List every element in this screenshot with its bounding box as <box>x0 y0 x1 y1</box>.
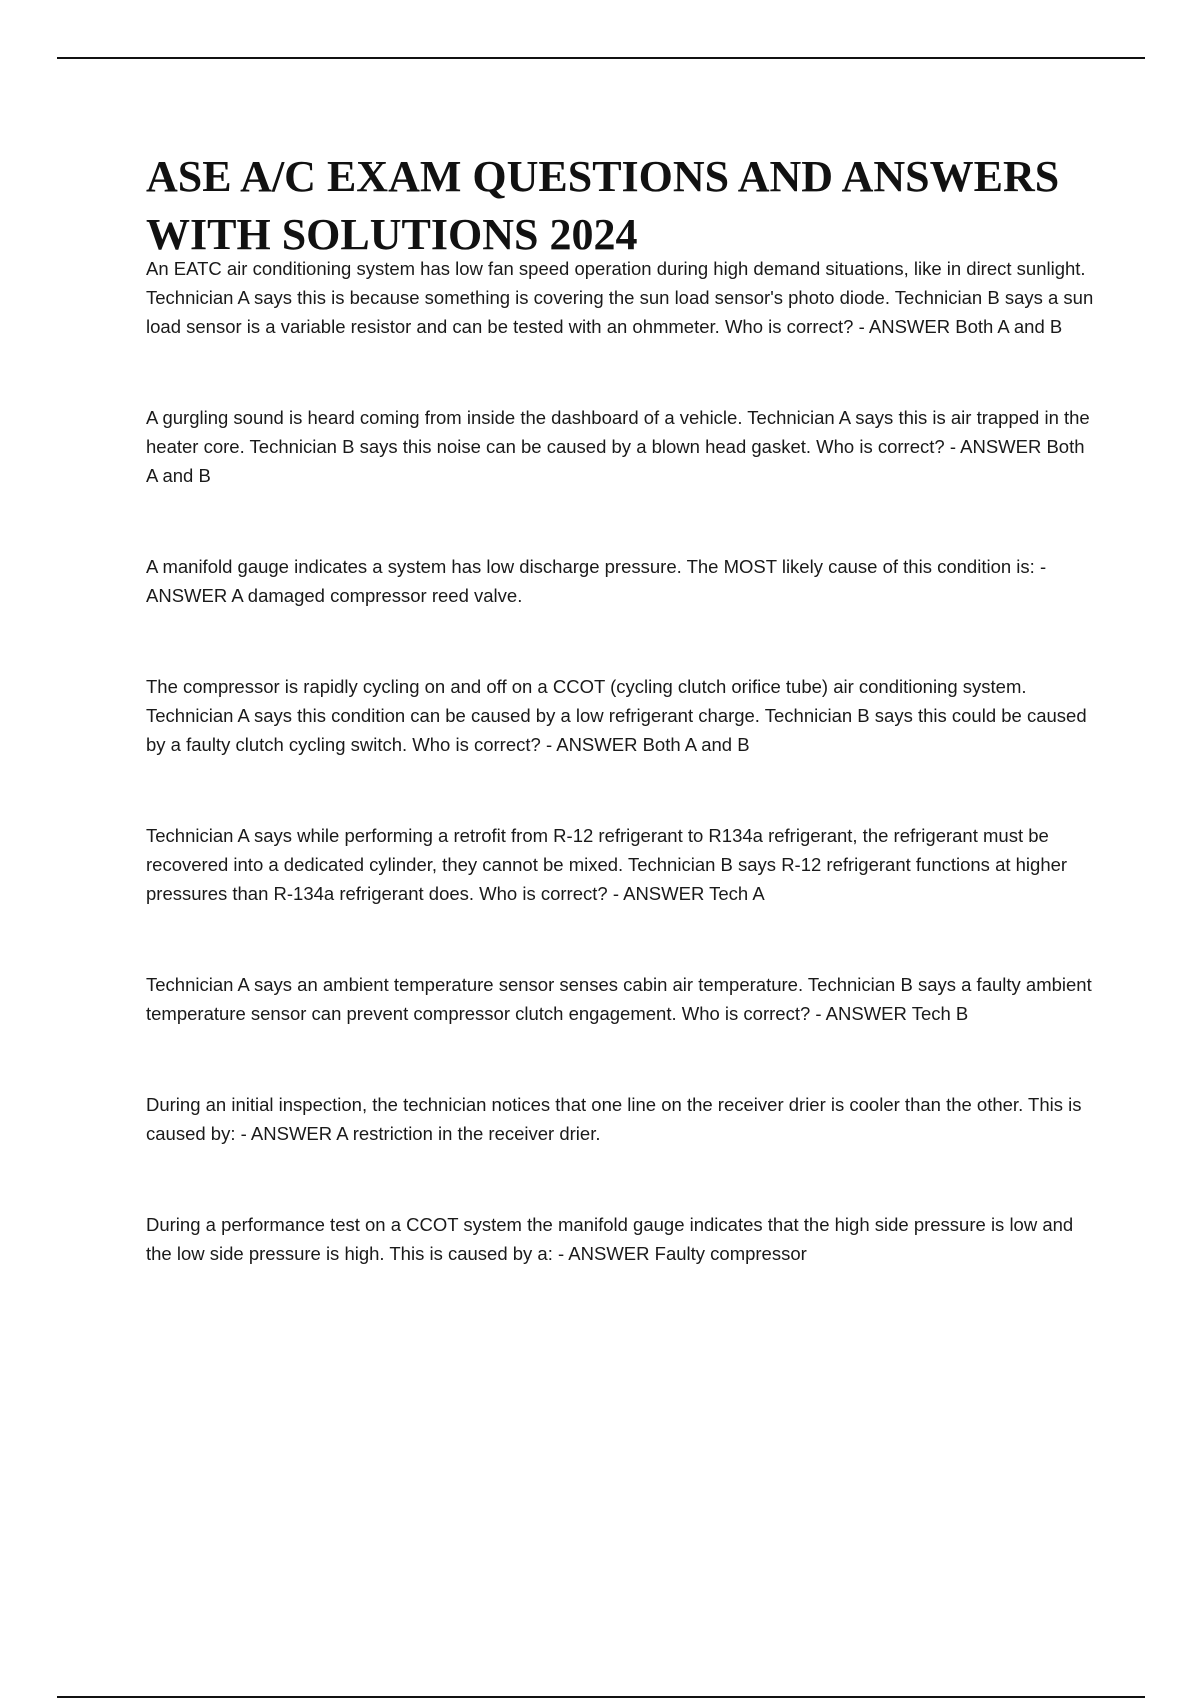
qa-item-5 <box>146 821 1096 908</box>
answer-text: Both A and B <box>955 316 1063 337</box>
question-text: Technician A says while performing a retrofit from R-12 refrigerant to R134a refrigerant, the refrigerant must be recovered into a dedicated cylinder, they cannot be mixed. Technician B says R-12 refrigerant functions at higher pressures than R-134a refrigerant does. Who is correct? <box>146 825 1068 904</box>
answer-text: Tech B <box>911 1003 969 1024</box>
answer-separator: - ANSWER <box>612 883 705 904</box>
question-text: The compressor is rapidly cycling on and off on a CCOT (cycling clutch orifice tube) air conditioning system. Technician A says this condition can be caused by a low refrigerant charge. Technician B says this could be caused by a faulty clutch cycling switch. Who is correct? <box>146 676 1087 755</box>
answer-text: Faulty compressor <box>654 1243 807 1264</box>
qa-item-4 <box>146 672 1096 759</box>
qa-item-8 <box>146 1210 1096 1268</box>
top-rule <box>57 57 1145 59</box>
answer-separator: - ANSWER <box>858 316 951 337</box>
qa-item-2 <box>146 403 1096 490</box>
qa-item-1 <box>146 254 1096 341</box>
question-text: A gurgling sound is heard coming from inside the dashboard of a vehicle. Technician A says this is air trapped in the heater core. Technician B says this noise can be caused by a blown head gasket. Who is correct? <box>146 407 1090 457</box>
answer-separator: - ANSWER <box>146 556 1047 606</box>
answer-separator: - ANSWER <box>815 1003 907 1024</box>
question-text: During an initial inspection, the technician notices that one line on the receiver drier is cooler than the other. This is caused by: <box>146 1094 1082 1144</box>
answer-separator: - ANSWER <box>558 1243 650 1264</box>
question-text: During a performance test on a CCOT system the manifold gauge indicates that the high side pressure is low and the low side pressure is high. This is caused by a: <box>146 1214 1074 1264</box>
qa-item-6 <box>146 970 1096 1028</box>
bottom-rule <box>57 1696 1145 1698</box>
answer-text: Both A and B <box>642 734 750 755</box>
answer-separator: - ANSWER <box>545 734 638 755</box>
question-text: An EATC air conditioning system has low fan speed operation during high demand situations, like in direct sunlight. Technician A says this is because something is covering the sun load sensor's photo diode. Technician B says a sun load sensor is a variable resistor and can be tested with an ohmmeter. Who is correct? <box>146 258 1094 337</box>
answer-separator: - ANSWER <box>240 1123 333 1144</box>
page-title: ASE A/C EXAM QUESTIONS AND ANSWERS WITH SOLUTIONS 2024 <box>146 152 1060 259</box>
answer-separator: - ANSWER <box>949 436 1042 457</box>
question-text: Technician A says an ambient temperature sensor senses cabin air temperature. Technician B says a faulty ambient temperature sensor can prevent compressor clutch engagement. Who is correct? <box>146 974 1092 1024</box>
answer-text: A damaged compressor reed valve. <box>231 585 523 606</box>
qa-list <box>146 254 1096 1268</box>
question-text: A manifold gauge indicates a system has low discharge pressure. The MOST likely cause of this condition is: <box>146 556 1035 577</box>
answer-text: Tech A <box>709 883 765 904</box>
qa-item-7 <box>146 1090 1096 1148</box>
qa-item-3 <box>146 552 1096 610</box>
answer-text: Both A and B <box>146 436 1085 486</box>
answer-text: A restriction in the receiver drier. <box>336 1123 601 1144</box>
